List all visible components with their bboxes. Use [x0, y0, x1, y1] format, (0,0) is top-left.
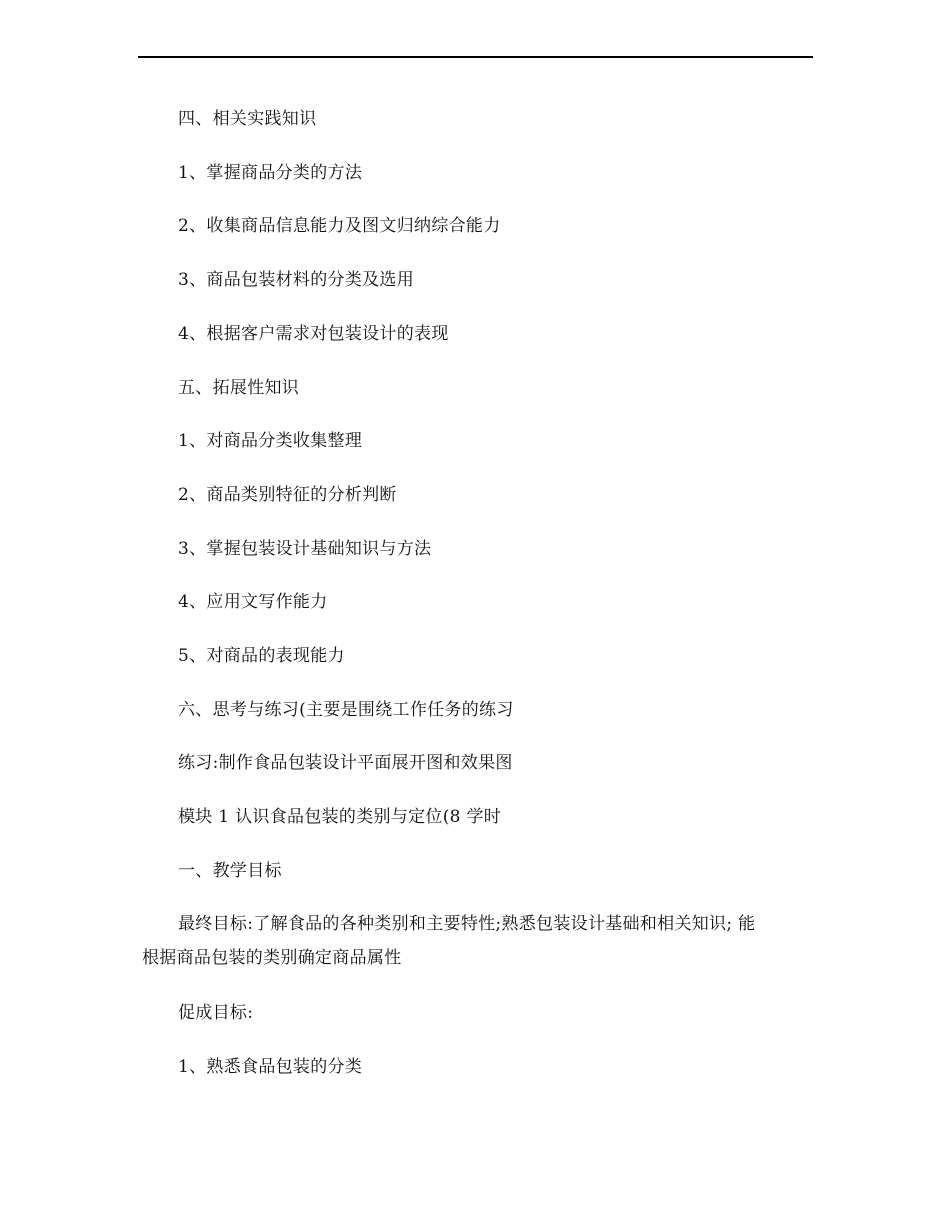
paragraph: 促成目标:: [178, 1003, 254, 1023]
section-heading-goals: 一、教学目标: [178, 861, 282, 881]
header-rule: [138, 56, 813, 58]
list-item: 4、应用文写作能力: [178, 592, 328, 612]
list-item: 1、熟悉食品包装的分类: [178, 1057, 363, 1077]
list-item: 1、掌握商品分类的方法: [178, 163, 363, 183]
list-item: 5、对商品的表现能力: [178, 646, 345, 666]
section-heading-practice: 四、相关实践知识: [178, 109, 317, 129]
paragraph-continuation: 根据商品包装的类别确定商品属性: [142, 948, 402, 968]
paragraph: 最终目标:了解食品的各种类别和主要特性;熟悉包装设计基础和相关知识; 能: [178, 914, 756, 934]
list-item: 2、收集商品信息能力及图文归纳综合能力: [178, 216, 501, 236]
paragraph: 练习:制作食品包装设计平面展开图和效果图: [178, 753, 513, 773]
module-title: 模块 1 认识食品包装的类别与定位(8 学时: [178, 807, 502, 827]
list-item: 4、根据客户需求对包装设计的表现: [178, 324, 449, 344]
list-item: 2、商品类别特征的分析判断: [178, 485, 397, 505]
section-heading-extended: 五、拓展性知识: [178, 378, 300, 398]
list-item: 3、商品包装材料的分类及选用: [178, 270, 415, 290]
list-item: 1、对商品分类收集整理: [178, 431, 363, 451]
section-heading-exercise: 六、思考与练习(主要是围绕工作任务的练习: [178, 700, 514, 720]
list-item: 3、掌握包装设计基础知识与方法: [178, 539, 432, 559]
